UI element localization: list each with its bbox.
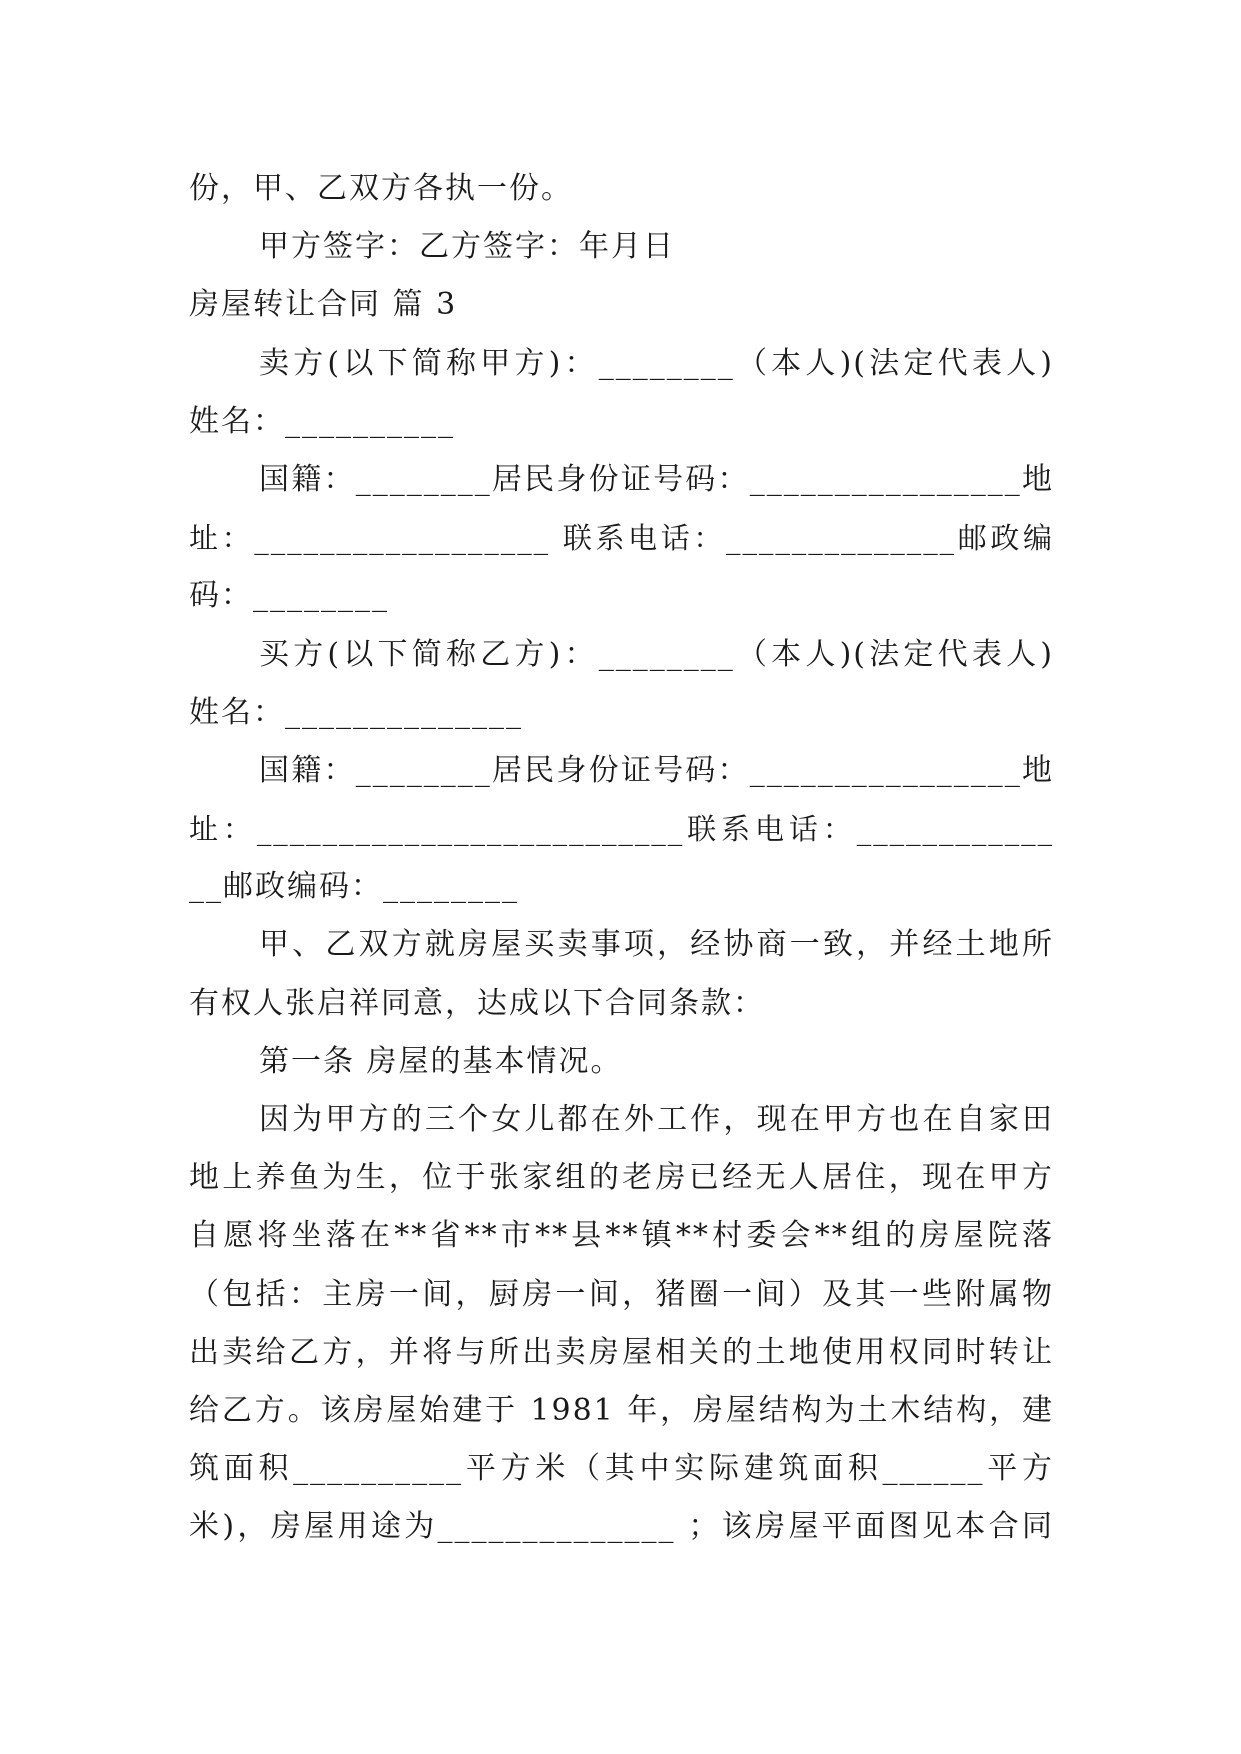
- text-line: 出卖给乙方，并将与所出卖房屋相关的土地使用权同时转让: [189, 1334, 1054, 1370]
- seller-id-line: 国籍：________居民身份证号码：________________地: [259, 461, 1054, 497]
- text-line: 米)，房屋用途为______________ ；该房屋平面图见本合同: [189, 1509, 1054, 1545]
- buyer-id-line: 国籍：________居民身份证号码：________________地: [259, 752, 1054, 788]
- text-line: 因为甲方的三个女儿都在外工作，现在甲方也在自家田: [259, 1102, 1054, 1137]
- seller-address-line: 址：__________________ 联系电话：______________邮政编: [189, 521, 1054, 556]
- text-line: 有权人张启祥同意，达成以下合同条款：: [189, 985, 765, 1021]
- text-line: （包括：主房一间，厨房一间，猪圈一间）及其一些附属物: [189, 1276, 1054, 1312]
- seller-name-line: 姓名：__________: [189, 403, 455, 439]
- text-line: 地上养鱼为生，位于张家组的老房已经无人居住，现在甲方: [189, 1160, 1054, 1196]
- seller-postcode-line: 码：________: [189, 578, 389, 614]
- buyer-postcode-line: __邮政编码：________: [189, 869, 519, 905]
- signature-line: 甲方签字：乙方签字：年月日: [259, 229, 675, 265]
- buyer-address-line: 址：__________________________联系电话：____________: [189, 812, 1054, 847]
- buyer-name-line: 姓名：______________: [189, 694, 523, 730]
- section-heading: 房屋转让合同 篇 3: [189, 287, 458, 323]
- text-line: 份，甲、乙双方各执一份。: [189, 171, 573, 206]
- document-body: [189, 160, 1054, 1557]
- article-heading: 第一条 房屋的基本情况。: [259, 1043, 623, 1079]
- text-line: 筑面积__________平方米（其中实际建筑面积______平方: [189, 1451, 1054, 1487]
- seller-line: 卖方(以下简称甲方)：________（本人)(法定代表人): [259, 345, 1054, 381]
- buyer-line: 买方(以下简称乙方)：________（本人)(法定代表人): [259, 636, 1054, 672]
- text-line: 自愿将坐落在**省**市**县**镇**村委会**组的房屋院落: [189, 1218, 1054, 1254]
- text-line: 甲、乙双方就房屋买卖事项，经协商一致，并经土地所: [259, 927, 1054, 963]
- text-line: 给乙方。该房屋始建于 1981 年，房屋结构为土木结构，建: [189, 1392, 1054, 1428]
